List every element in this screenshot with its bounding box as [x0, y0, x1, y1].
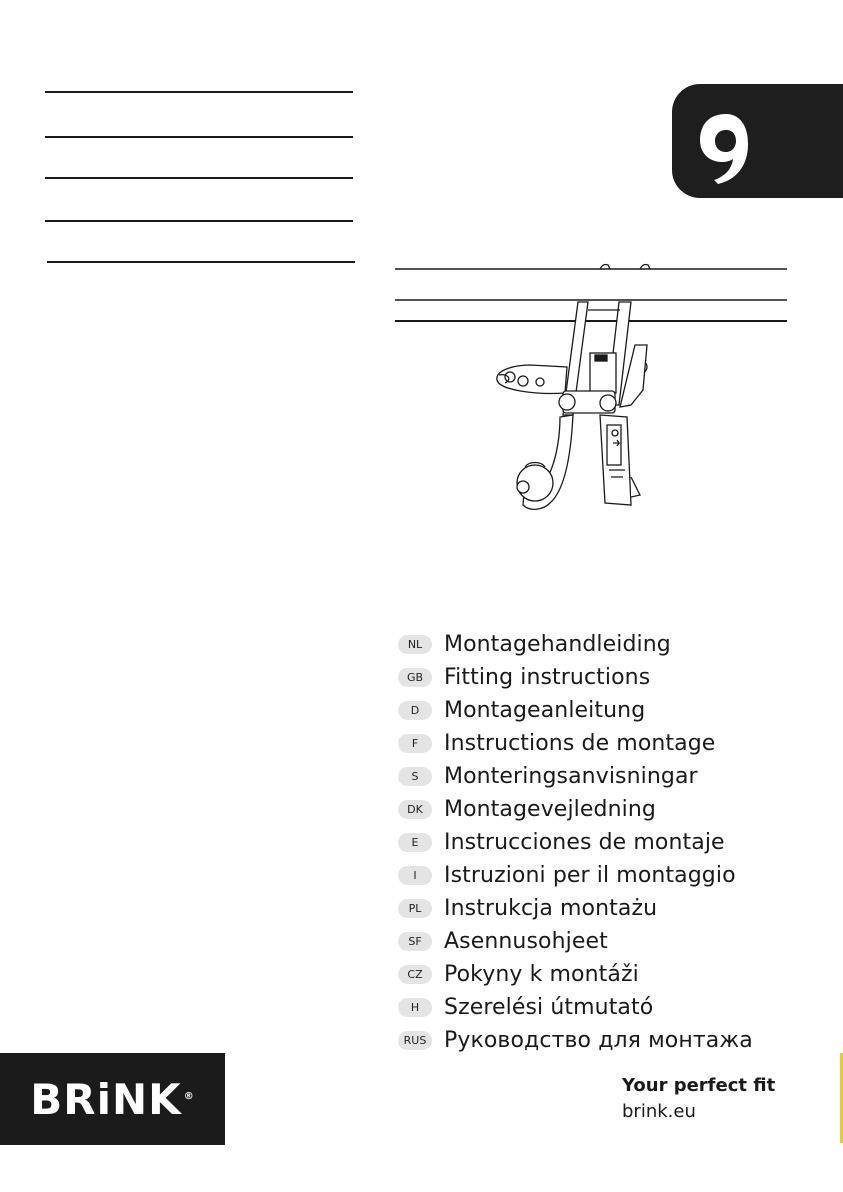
blank-line-2	[45, 136, 353, 138]
language-code-badge: S	[398, 767, 432, 786]
blank-line-4	[45, 220, 353, 222]
language-code-badge: E	[398, 833, 432, 852]
language-code-badge: PL	[398, 899, 432, 918]
blank-line-3	[45, 177, 353, 179]
blank-line-5	[47, 261, 355, 263]
language-code-badge: I	[398, 866, 432, 885]
language-title: Montageanleitung	[444, 698, 646, 723]
language-code-badge: SF	[398, 932, 432, 951]
language-title: Montagevejledning	[444, 797, 656, 822]
list-item	[398, 826, 753, 859]
language-title: Instrukcja montażu	[444, 896, 658, 921]
brink-comma-icon	[696, 100, 786, 185]
list-item	[398, 1024, 753, 1057]
list-item	[398, 859, 753, 892]
language-code-badge: D	[398, 701, 432, 720]
registered-mark: ®	[183, 1090, 195, 1102]
language-code-badge: RUS	[398, 1031, 432, 1050]
list-item	[398, 991, 753, 1024]
list-item	[398, 727, 753, 760]
list-item	[398, 628, 753, 661]
language-title: Szerelési útmutató	[444, 995, 654, 1020]
list-item	[398, 892, 753, 925]
list-item	[398, 661, 753, 694]
towbar-illustration	[395, 255, 790, 549]
brand-tab	[672, 84, 843, 198]
language-code-badge: NL	[398, 635, 432, 654]
list-item	[398, 958, 753, 991]
language-code-badge: H	[398, 998, 432, 1017]
language-code-badge: CZ	[398, 965, 432, 984]
tagline: Your perfect fit	[622, 1075, 776, 1096]
brand-name: BRiNK ®	[30, 1074, 195, 1124]
language-title: Montagehandleiding	[444, 632, 671, 657]
language-title: Asennusohjeet	[444, 929, 608, 954]
language-title: Instrucciones de montaje	[444, 830, 725, 855]
language-title: Fitting instructions	[444, 665, 651, 690]
language-code-badge: GB	[398, 668, 432, 687]
language-title: Istruzioni per il montaggio	[444, 863, 736, 888]
list-item	[398, 925, 753, 958]
blank-line-1	[45, 91, 353, 93]
language-title: Instructions de montage	[444, 731, 716, 756]
list-item	[398, 694, 753, 727]
language-list	[398, 628, 753, 1057]
language-title: Руководство для монтажа	[444, 1028, 753, 1053]
language-code-badge: F	[398, 734, 432, 753]
website-link[interactable]: brink.eu	[622, 1101, 696, 1122]
language-code-badge: DK	[398, 800, 432, 819]
brink-logo	[0, 1053, 225, 1145]
language-title: Pokyny k montáži	[444, 962, 639, 987]
language-title: Monteringsanvisningar	[444, 764, 698, 789]
list-item	[398, 760, 753, 793]
list-item	[398, 793, 753, 826]
